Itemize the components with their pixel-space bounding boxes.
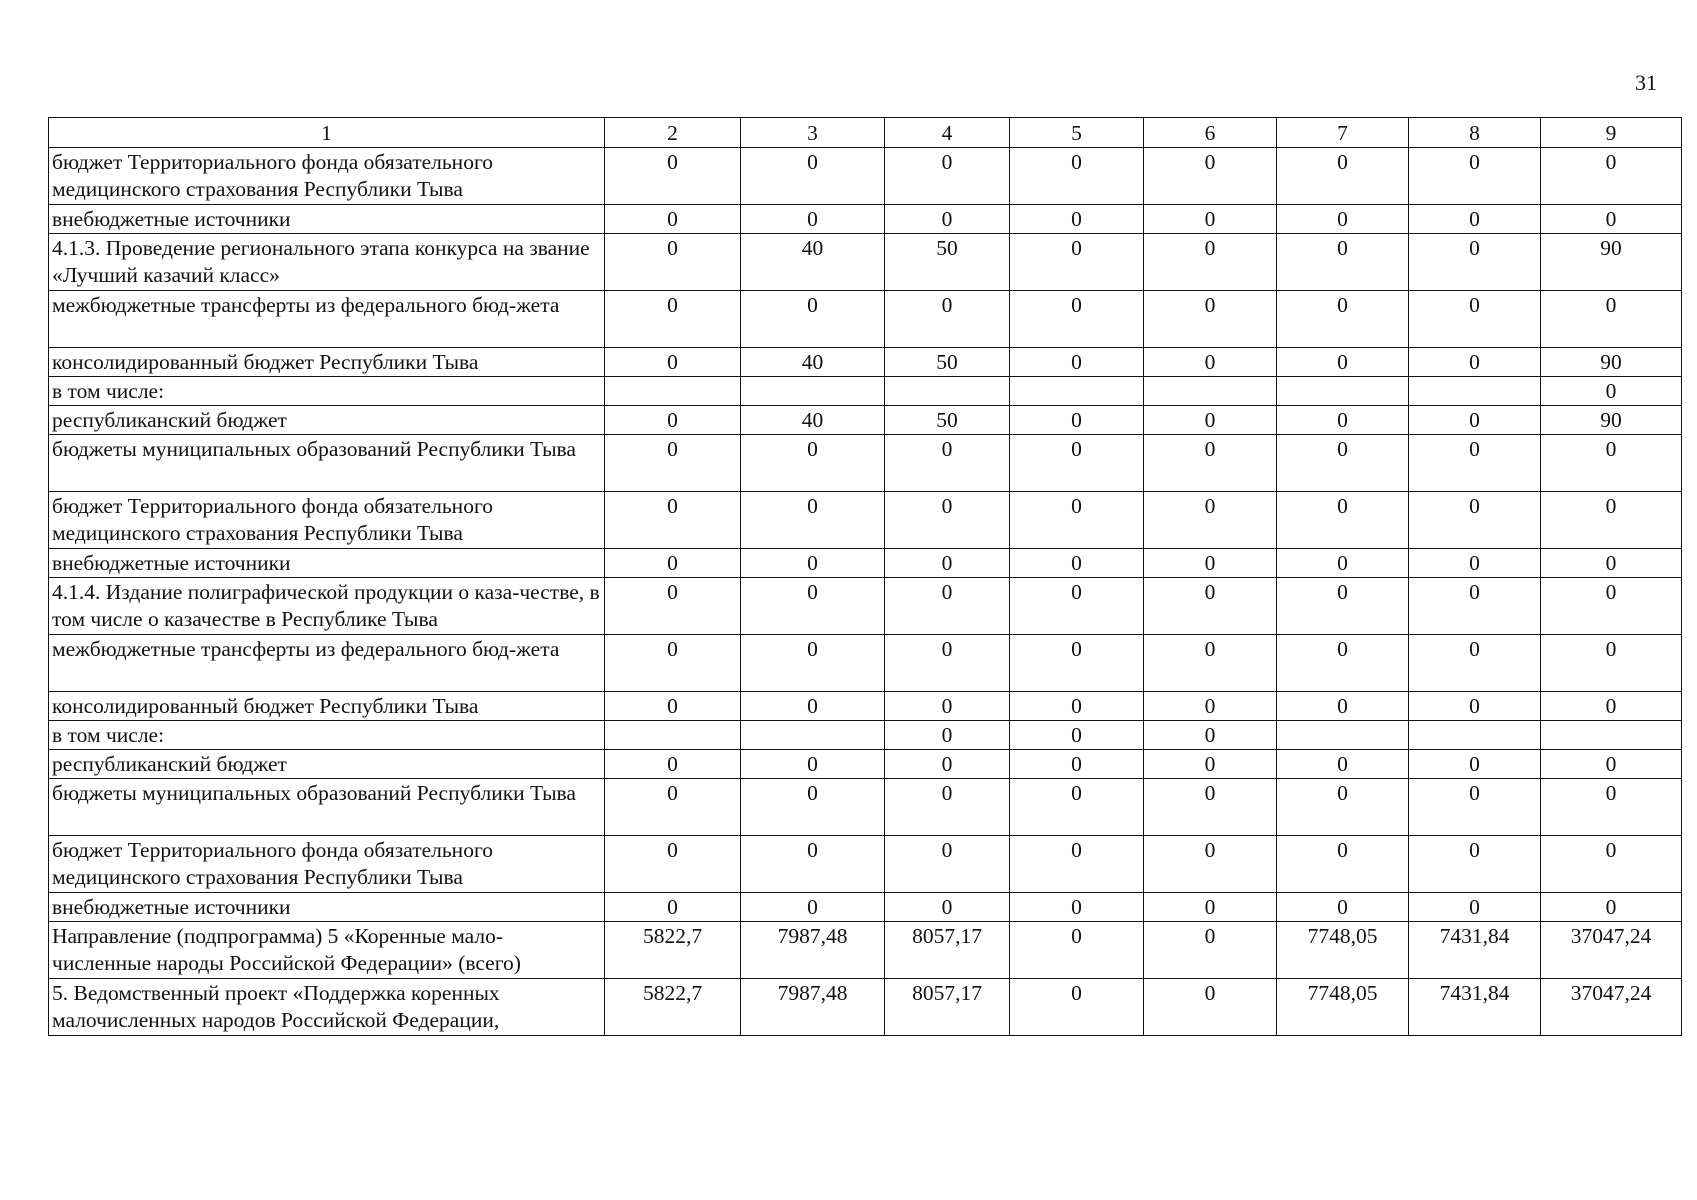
value-cell: 0 — [885, 779, 1010, 836]
value-cell: 0 — [605, 578, 741, 635]
row-label: внебюджетные источники — [49, 549, 605, 578]
value-cell: 0 — [1541, 377, 1682, 406]
row-label: внебюджетные источники — [49, 893, 605, 922]
value-cell: 0 — [1010, 922, 1144, 979]
value-cell: 0 — [1010, 836, 1144, 893]
value-cell: 0 — [1409, 750, 1541, 779]
value-cell: 0 — [741, 692, 885, 721]
value-cell: 0 — [1010, 435, 1144, 492]
value-cell: 0 — [885, 692, 1010, 721]
value-cell: 0 — [1010, 635, 1144, 692]
value-cell: 0 — [885, 836, 1010, 893]
value-cell: 0 — [1541, 492, 1682, 549]
value-cell: 0 — [885, 492, 1010, 549]
value-cell: 0 — [741, 750, 885, 779]
value-cell: 0 — [1277, 779, 1409, 836]
value-cell: 0 — [605, 750, 741, 779]
table-row — [49, 578, 1682, 635]
value-cell: 0 — [1144, 492, 1277, 549]
row-label: межбюджетные трансферты из федерального бюд-жета — [49, 635, 605, 692]
value-cell: 0 — [1144, 750, 1277, 779]
value-cell: 0 — [1144, 635, 1277, 692]
value-cell: 0 — [1010, 779, 1144, 836]
value-cell: 40 — [741, 406, 885, 435]
value-cell: 0 — [1541, 205, 1682, 234]
value-cell: 0 — [1277, 348, 1409, 377]
value-cell: 0 — [741, 893, 885, 922]
value-cell: 0 — [741, 836, 885, 893]
table-row — [49, 291, 1682, 348]
value-cell: 0 — [1409, 234, 1541, 291]
value-cell: 0 — [1277, 836, 1409, 893]
value-cell: 0 — [1010, 492, 1144, 549]
value-cell: 0 — [1010, 721, 1144, 750]
column-header: 2 — [605, 118, 741, 148]
table-row — [49, 779, 1682, 836]
row-label: бюджеты муниципальных образований Республики Тыва — [49, 779, 605, 836]
value-cell: 0 — [1541, 893, 1682, 922]
value-cell — [605, 377, 741, 406]
table-row — [49, 205, 1682, 234]
value-cell: 0 — [1409, 893, 1541, 922]
value-cell — [741, 377, 885, 406]
table-row — [49, 893, 1682, 922]
value-cell: 0 — [885, 578, 1010, 635]
value-cell: 0 — [1010, 692, 1144, 721]
table-row — [49, 922, 1682, 979]
value-cell: 0 — [605, 779, 741, 836]
value-cell: 0 — [1010, 148, 1144, 205]
value-cell: 0 — [1010, 406, 1144, 435]
value-cell: 5822,7 — [605, 922, 741, 979]
value-cell: 0 — [1010, 549, 1144, 578]
row-label: консолидированный бюджет Республики Тыва — [49, 348, 605, 377]
value-cell: 0 — [1541, 549, 1682, 578]
column-header: 9 — [1541, 118, 1682, 148]
value-cell: 0 — [741, 492, 885, 549]
value-cell: 0 — [1277, 692, 1409, 721]
value-cell — [1277, 377, 1409, 406]
value-cell — [1144, 377, 1277, 406]
value-cell — [741, 721, 885, 750]
value-cell: 7748,05 — [1277, 922, 1409, 979]
value-cell: 0 — [605, 435, 741, 492]
table-row — [49, 377, 1682, 406]
value-cell: 0 — [1010, 750, 1144, 779]
value-cell: 0 — [605, 893, 741, 922]
value-cell: 0 — [1144, 148, 1277, 205]
table-row — [49, 549, 1682, 578]
value-cell: 0 — [1409, 435, 1541, 492]
value-cell — [1409, 721, 1541, 750]
value-cell: 0 — [1010, 893, 1144, 922]
value-cell: 0 — [741, 635, 885, 692]
value-cell: 0 — [1277, 435, 1409, 492]
value-cell: 0 — [605, 692, 741, 721]
value-cell: 50 — [885, 406, 1010, 435]
value-cell: 0 — [1541, 692, 1682, 721]
value-cell: 0 — [1144, 692, 1277, 721]
value-cell: 7987,48 — [741, 979, 885, 1036]
value-cell: 0 — [1277, 750, 1409, 779]
row-label: в том числе: — [49, 721, 605, 750]
value-cell: 0 — [1541, 635, 1682, 692]
value-cell: 0 — [1409, 578, 1541, 635]
row-label: 5. Ведомственный проект «Поддержка коренных малочисленных народов Российской Федерации, — [49, 979, 605, 1036]
value-cell: 0 — [1144, 779, 1277, 836]
page-number: 31 — [1635, 70, 1657, 95]
value-cell: 0 — [605, 549, 741, 578]
value-cell: 0 — [1010, 578, 1144, 635]
value-cell: 0 — [1409, 406, 1541, 435]
value-cell: 0 — [1541, 779, 1682, 836]
value-cell: 0 — [1409, 692, 1541, 721]
value-cell: 0 — [741, 205, 885, 234]
value-cell: 0 — [1144, 922, 1277, 979]
value-cell: 0 — [1409, 836, 1541, 893]
value-cell — [1541, 721, 1682, 750]
value-cell: 0 — [1541, 435, 1682, 492]
value-cell: 0 — [1277, 234, 1409, 291]
value-cell: 0 — [605, 291, 741, 348]
value-cell: 0 — [1409, 205, 1541, 234]
value-cell: 0 — [1010, 205, 1144, 234]
value-cell: 0 — [1277, 635, 1409, 692]
value-cell — [1010, 377, 1144, 406]
value-cell: 0 — [1409, 348, 1541, 377]
row-label: республиканский бюджет — [49, 750, 605, 779]
table-row — [49, 234, 1682, 291]
value-cell: 37047,24 — [1541, 979, 1682, 1036]
value-cell: 0 — [1409, 635, 1541, 692]
row-label: бюджеты муниципальных образований Республики Тыва — [49, 435, 605, 492]
value-cell: 0 — [605, 836, 741, 893]
value-cell: 0 — [605, 492, 741, 549]
value-cell: 0 — [1144, 549, 1277, 578]
value-cell: 50 — [885, 348, 1010, 377]
value-cell: 0 — [1144, 979, 1277, 1036]
value-cell: 0 — [1144, 721, 1277, 750]
value-cell: 0 — [1010, 291, 1144, 348]
row-label: 4.1.3. Проведение регионального этапа конкурса на звание «Лучший казачий класс» — [49, 234, 605, 291]
row-label: в том числе: — [49, 377, 605, 406]
column-header: 5 — [1010, 118, 1144, 148]
table-row — [49, 435, 1682, 492]
value-cell: 0 — [1541, 750, 1682, 779]
value-cell: 0 — [885, 893, 1010, 922]
value-cell: 0 — [605, 635, 741, 692]
value-cell: 0 — [1144, 435, 1277, 492]
value-cell: 0 — [1144, 406, 1277, 435]
value-cell: 8057,17 — [885, 979, 1010, 1036]
value-cell: 0 — [885, 291, 1010, 348]
value-cell: 37047,24 — [1541, 922, 1682, 979]
value-cell: 0 — [741, 578, 885, 635]
value-cell: 0 — [1277, 291, 1409, 348]
value-cell: 0 — [1144, 234, 1277, 291]
value-cell: 0 — [1144, 578, 1277, 635]
value-cell: 0 — [605, 205, 741, 234]
table-row — [49, 492, 1682, 549]
value-cell — [1409, 377, 1541, 406]
value-cell: 0 — [1277, 549, 1409, 578]
value-cell: 0 — [1541, 148, 1682, 205]
value-cell: 0 — [1144, 893, 1277, 922]
column-header: 6 — [1144, 118, 1277, 148]
value-cell: 0 — [605, 148, 741, 205]
value-cell: 50 — [885, 234, 1010, 291]
value-cell: 0 — [1277, 578, 1409, 635]
table-row — [49, 692, 1682, 721]
value-cell: 0 — [605, 406, 741, 435]
value-cell: 7431,84 — [1409, 979, 1541, 1036]
value-cell: 0 — [1541, 291, 1682, 348]
table-row — [49, 750, 1682, 779]
value-cell: 0 — [1541, 836, 1682, 893]
value-cell: 7987,48 — [741, 922, 885, 979]
table-row — [49, 406, 1682, 435]
row-label: межбюджетные трансферты из федерального бюд-жета — [49, 291, 605, 348]
value-cell: 0 — [1277, 205, 1409, 234]
value-cell: 0 — [885, 721, 1010, 750]
value-cell: 0 — [885, 435, 1010, 492]
row-label: Направление (подпрограмма) 5 «Коренные мало-численные народы Российской Федерации» (всего) — [49, 922, 605, 979]
value-cell: 0 — [1277, 406, 1409, 435]
value-cell — [885, 377, 1010, 406]
value-cell: 5822,7 — [605, 979, 741, 1036]
value-cell: 0 — [741, 549, 885, 578]
value-cell: 90 — [1541, 406, 1682, 435]
value-cell: 0 — [885, 205, 1010, 234]
row-label: консолидированный бюджет Республики Тыва — [49, 692, 605, 721]
column-header: 4 — [885, 118, 1010, 148]
value-cell: 0 — [1541, 578, 1682, 635]
table-body — [49, 118, 1682, 1036]
value-cell: 0 — [1144, 348, 1277, 377]
table-row — [49, 721, 1682, 750]
row-label: внебюджетные источники — [49, 205, 605, 234]
value-cell: 0 — [1144, 836, 1277, 893]
value-cell: 7431,84 — [1409, 922, 1541, 979]
value-cell: 8057,17 — [885, 922, 1010, 979]
value-cell: 7748,05 — [1277, 979, 1409, 1036]
table-row — [49, 348, 1682, 377]
value-cell: 0 — [1010, 348, 1144, 377]
value-cell: 0 — [741, 291, 885, 348]
value-cell: 0 — [1409, 492, 1541, 549]
value-cell: 0 — [885, 635, 1010, 692]
value-cell: 0 — [741, 779, 885, 836]
value-cell: 0 — [1277, 893, 1409, 922]
value-cell: 0 — [1144, 291, 1277, 348]
value-cell: 40 — [741, 348, 885, 377]
value-cell — [605, 721, 741, 750]
value-cell: 0 — [1010, 234, 1144, 291]
value-cell: 0 — [1010, 979, 1144, 1036]
row-label: бюджет Территориального фонда обязательного медицинского страхования Республики Тыва — [49, 492, 605, 549]
value-cell: 90 — [1541, 348, 1682, 377]
value-cell: 90 — [1541, 234, 1682, 291]
row-label: республиканский бюджет — [49, 406, 605, 435]
value-cell: 0 — [741, 435, 885, 492]
value-cell: 0 — [1409, 549, 1541, 578]
value-cell: 0 — [1409, 779, 1541, 836]
value-cell: 0 — [1409, 148, 1541, 205]
row-label: бюджет Территориального фонда обязательного медицинского страхования Республики Тыва — [49, 836, 605, 893]
value-cell: 0 — [1277, 148, 1409, 205]
value-cell: 40 — [741, 234, 885, 291]
row-label: бюджет Территориального фонда обязательного медицинского страхования Республики Тыва — [49, 148, 605, 205]
value-cell: 0 — [1277, 492, 1409, 549]
value-cell: 0 — [885, 148, 1010, 205]
value-cell — [1277, 721, 1409, 750]
table-header-row — [49, 118, 1682, 148]
table-row — [49, 836, 1682, 893]
table-row — [49, 635, 1682, 692]
value-cell: 0 — [1409, 291, 1541, 348]
column-header: 7 — [1277, 118, 1409, 148]
budget-table — [48, 117, 1682, 1036]
column-header: 3 — [741, 118, 885, 148]
value-cell: 0 — [605, 234, 741, 291]
row-label: 4.1.4. Издание полиграфической продукции о каза-честве, в том числе о казачестве в Республике Тыва — [49, 578, 605, 635]
column-header: 8 — [1409, 118, 1541, 148]
value-cell: 0 — [605, 348, 741, 377]
value-cell: 0 — [885, 750, 1010, 779]
table-row — [49, 148, 1682, 205]
table-row — [49, 979, 1682, 1036]
value-cell: 0 — [741, 148, 885, 205]
value-cell: 0 — [885, 549, 1010, 578]
column-header: 1 — [49, 118, 605, 148]
value-cell: 0 — [1144, 205, 1277, 234]
